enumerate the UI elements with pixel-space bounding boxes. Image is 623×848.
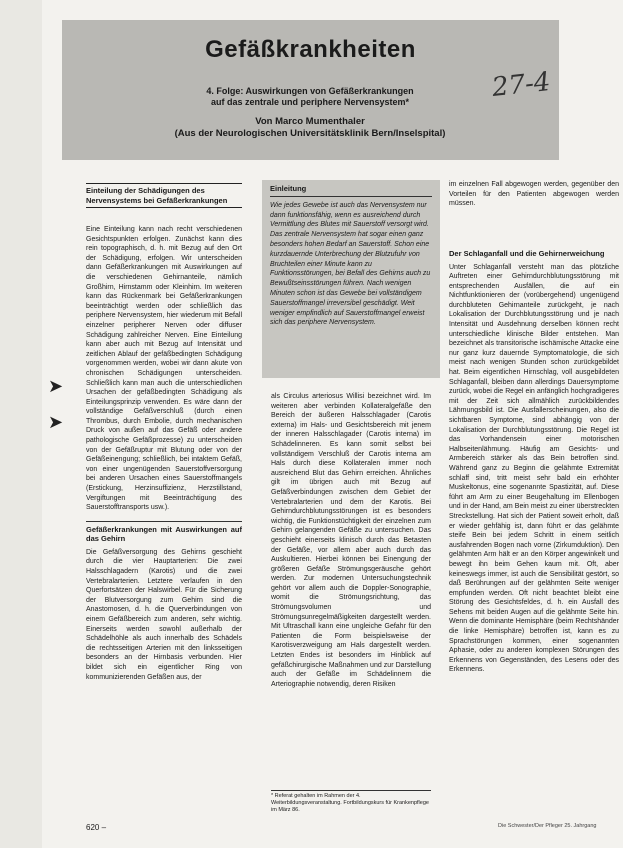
intro-box xyxy=(262,180,440,378)
paragraph-classification: Eine Einteilung kann nach recht verschiedenen Gesichtspunkten erfolgen. Zunächst kann dies rein topographisch, d. h. mit Bezug auf den Ort der Schädigung, erfolgen. Wir unterscheiden dann Gefäßerkrankungen mit Auswirkungen auf die verschiedenen Gehirnanteile, nämlich Großhirn, Hirnstamm oder Kleinhirn. Im weiteren kann das Rückenmark bei Gefäßerkrankungen beeinträchtigt werden oder schließlich das periphere Nervensystem, hier wiederum mit Befall einzelner peripherer Nerven oder diffuser Schädigung zahlreicher Nerven. Eine Einteilung kann aber auch mit Bezug auf Intensität und zeitlichen Ablauf der gefäßbedingten Schädigung vorgenommen werden, wobei wir dann akute von chronischen Schädigungen unterscheiden. Schließlich kann man auch die unterschiedlichen Ursachen der gefäßbedingten Schädigung als Einteilungsprinzip verwenden. Es wäre dann der vollständige Gefäßverschluß (durch einen Thrombus, durch Embolie, durch mechanischen Druck von außen auf das Gefäß oder andere pathologische Gefäßprozesse) zu unterscheiden von der Gefäßruptur mit Blutung oder von der Gefäßeinengung; schließlich, bei intaktem Gefäß, von einer ungenügenden Sauerstoffversorgung bei anderen Ursachen eines Sauerstoffmangels (Erstickung, Herzinsuffizienz, Herzstillstand, Vergiftungen mit Beeinträchtigung des Sauerstofftransports usw.). xyxy=(86,226,242,512)
author-block xyxy=(70,116,550,140)
margin-arrow-icon: ➤ xyxy=(48,412,64,432)
subtitle-line-2: auf das zentrale und periphere Nervensystem* xyxy=(210,97,410,107)
page-number-mark: – xyxy=(101,823,107,832)
column-middle xyxy=(271,392,431,693)
section-heading-classification: Einteilung der Schädigungen des Nervensystems bei Gefäßerkrankungen xyxy=(86,183,242,208)
section-heading-stroke: Der Schlaganfall und die Gehirnerweichung xyxy=(449,249,605,258)
intro-heading: Einleitung xyxy=(270,184,432,197)
footnote: * Referat gehalten im Rahmen der 4. Weiterbildungsveranstaltung. Fortbildungskurs für Krankenpflege im März 86. xyxy=(271,790,431,814)
subtitle-line-1: 4. Folge: Auswirkungen von Gefäßerkrankungen xyxy=(206,86,414,96)
paragraph-continuation: im einzelnen Fall abgewogen werden, gegenüber den Vorteilen für den Patienten abgewogen werden müssen. xyxy=(449,181,619,208)
column-left xyxy=(86,225,242,686)
page-number xyxy=(86,823,106,832)
author-name: Von Marco Mumenthaler xyxy=(255,116,365,127)
margin-arrow-icon: ➤ xyxy=(48,376,64,396)
column-right xyxy=(449,243,619,679)
handwritten-note: 27-4 xyxy=(490,67,552,103)
page-number-value: 620 xyxy=(86,823,100,832)
article-title: Gefäßkrankheiten xyxy=(205,36,416,63)
paragraph-stroke: Unter Schlaganfall versteht man das plötzliche Auftreten einer Gehirndurchblutungsstörung mit entsprechenden Ausfällen, die auf ein Nichtfunktionieren der (vorübergehend) ungenügend durchbluteten Gehirnanteile zurückgeht, je nach Lokalisation der Durchblutungsstörung und je nach Intensität und Ausdehnung derselben können recht unterschiedliche klinische Bilder entstehen. Man bezeichnet als transitorische ischämische Attacke eine nur ganz kurz dauernde Symptomatologie, die sich meist nach wenigen Stunden schon zurückgebildet hat. Beim eigentlichen Hirnschlag, voll ausgebildeten Schlaganfall, bleiben dann allerdings Dauersymptome zurück, wobei die Regel ein anfänglich hochgradigeres mit der Zeit sich allmählich zurückbildendes Lähmungsbild ist. Die Ausfallerscheinungen, also die sichtbaren Symptome, sind abhängig von der Lokalisation der Durchblutungsstörung. Die Regel ist das Vorhandensein einer motorischen Halbseitenlähmung. Häufig am Gesichts- und Armbereich stärker als das Bein betroffen sind. Während ganz zu Beginn die gelähmte Extremität schlaff sind, tritt meist sehr bald ein erhöhter Muskeltonus, eine sogenannte Spastizität, auf. Diese führt am Arm zu einer Beugehaltung im Ellenbogen und in der Hand, am Bein meist zu einer überstreckten Streckstellung. Hat sich der Patient soweit erholt, daß er wieder gehfähig ist, dann führt er das gelähmte steife Bein bei jedem Schritt in einem seitlich ausfahrenden Bogen nach vorne (Zirkumduktion). Den gelähmten Arm hält er an den Körper angewinkelt und bewegt ihn beim Gehen kaum mit. Oft, aber keineswegs immer, ist auch die Sensibilität gestört, so daß Berührungen auf der gelähmten Seite weniger empfunden werden. Oft nicht beachtet bleibt eine Störung des Gesichtsfeldes, d. h. ein Ausfall des Sehens mit beiden Augen auf die gelähmte Seite hin. Wenn die dominante Hemisphäre (beim Rechtshänder die linke Hemisphäre) betroffen ist, kann es zu Sprachstörungen kommen, einer sogenannten Aphasie, oder zu anderen komplexen Störungen des Erkennens von Gegenständen, des Lesens oder des Erkennens. xyxy=(449,263,619,674)
article-subtitle xyxy=(70,86,550,108)
paragraph-brain-supply: Die Gefäßversorgung des Gehirns geschieht durch die vier Hauptarterien: Die zwei Halsschlagadern (Karotis) und die zwei Vertebralarterien. Letztere verlaufen in den Querfortsätzen der Halswirbel. Für die Sicherung der Blutversorgung zum Gehirn sind die Anastomosen, d. h. die Querverbindungen von einem Gefäßbereich zum anderen, sehr wichtig. Einerseits werden sowohl außerhalb der Schädelhöhle als auch innerhalb des Schädels die rechtsseitigen Arterien mit den linksseitigen besonders an der Hirnbasis verbunden. Hier bildet sich ein eigentlicher Ring von kommunizierenden Gefäßen aus, der xyxy=(86,548,242,681)
journal-credit: Die Schwester/Der Pfleger 25. Jahrgang xyxy=(498,823,597,829)
section-heading-brain: Gefäßerkrankungen mit Auswirkungen auf das Gehirn xyxy=(86,521,242,544)
intro-text: Wie jedes Gewebe ist auch das Nervensystem nur dann funktionsfähig, wenn es ausreichend durch Vermittlung des Blutes mit Sauerstoff versorgt wird. Das zentrale Nervensystem hat sogar einen ganz besonders hohen Bedarf an Sauerstoff. Schon eine kurzdauernde Unterbrechung der Blutzufuhr von Bruchteilen einer Minute kann zu Funktionsstörungen, bei Befall des Gehirns auch zu Bewußtseinsstörungen führen. Nach wenigen Minuten schon ist das Gewebe bei vollständigem Sauerstoffmangel irreversibel geschädigt. Weit weniger empfindlich auf Sauerstoffmangel erweist sich das periphere Nervensystem. xyxy=(270,201,431,327)
column-right-intro xyxy=(449,180,619,213)
paragraph-collaterals: als Circulus arteriosus Willisi bezeichnet wird. Im weiteren aber verbinden Kollateralgefäße den Bereich der äußeren Halsschlagader (Carotis externa) im Hals- und Gesichtsbereich mit jenem der inneren Halsschlagader (Carotis interna) im Schädelinneren. Es kann somit selbst bei vollständigem Verschluß der Carotis interna am Hals durch diese Kollateralen immer noch ausreichend Blut das Gehirn erreichen. Ähnliches gilt im übrigen auch mit Bezug auf Gefäßverbindungen zwischen dem Gebiet der Vertebralarterien und dem der Karotis. Bei Gehirndurchblutungsstörungen ist es besonders wichtig, die Funktionstüchtigkeit der einzelnen zum Gehirn gelangenden Gefäße zu untersuchen. Das geschieht einerseits klinisch durch das Betasten der Gefäße, vor allem aber auch durch das Auskultieren. Hierbei können bei Einengung der größeren Gefäße Strömungsgeräusche gehört werden. Zur modernen Untersuchungstechnik gehört vor allem auch die Doppler-Sonographie, womit die Strömungsrichtung, das Strömungsvolumen und Strömungsunregelmäßigkeiten dargestellt werden. Mit Ultraschall kann eine ungleiche Gefahr für den Patienten die Form beispielsweise der Karotisverzweigung am Hals dargestellt werden. Letzten Endes ist besonders im Hinblick auf gefäßchirurgische Maßnahmen und zur Darstellung auch der Gefäße im Schädelinnern die Arteriographie notwendig, deren Risiken xyxy=(271,393,431,688)
author-affiliation: (Aus der Neurologischen Universitätsklinik Bern/Inselspital) xyxy=(174,128,446,139)
